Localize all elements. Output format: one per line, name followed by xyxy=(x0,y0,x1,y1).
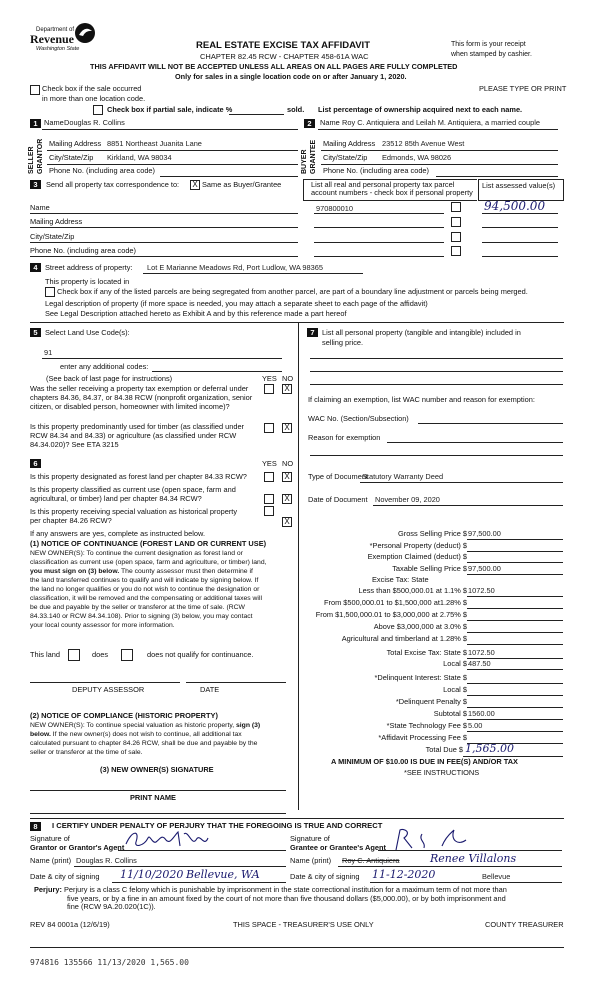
partial-sale-checkbox[interactable] xyxy=(93,105,103,115)
if-yes-note: If any answers are yes, complete as instructed below. xyxy=(30,529,205,538)
perjury-line2: five years, or by a fine in an amount fixed by the court of not more than five thousand dollars ($5,000.00), or by both imprisonment and xyxy=(67,893,506,903)
notice-1-line1: NEW OWNER(S): To continue the current designation as forest land or xyxy=(30,550,243,557)
subtotal-value: 1560.00 xyxy=(468,709,495,718)
grantee-signature[interactable] xyxy=(382,826,542,852)
notice-1-line3: you must sign on (3) below. The county assessor must then determine if xyxy=(30,568,253,575)
section-3-number: 3 xyxy=(30,180,41,189)
s5-q2-no-checkbox[interactable]: X xyxy=(282,423,292,433)
notice-1-line6: classification, it will be removed and the compensating or additional taxes will xyxy=(30,595,262,602)
reason-line-1[interactable] xyxy=(387,442,563,443)
page-title: REAL ESTATE EXCISE TAX AFFIDAVIT xyxy=(196,40,371,51)
gross-value: 97,500.00 xyxy=(468,529,501,538)
parcel-header-1: List all real and personal property tax parcel xyxy=(311,180,455,189)
minimum-note: A MINIMUM OF $10.00 IS DUE IN FEE(S) AND/OR TAX xyxy=(331,757,518,766)
buyer-mail-line xyxy=(321,150,558,151)
assessed-line-4[interactable] xyxy=(482,256,558,257)
parcel-2-personal-checkbox[interactable] xyxy=(451,217,461,227)
buyer-mail-label: Mailing Address xyxy=(323,139,376,148)
exemption-deduct-line[interactable] xyxy=(467,562,563,563)
grantor-sig-of: Signature of xyxy=(30,834,70,843)
ownership-label: List percentage of ownership acquired next to each name. xyxy=(318,105,523,114)
total-due-value: 1,565.00 xyxy=(465,742,514,755)
reason-label: Reason for exemption xyxy=(308,433,381,442)
seller-name: Douglas R. Collins xyxy=(64,118,125,127)
assessed-line-1 xyxy=(482,213,558,214)
deputy-assessor-line[interactable] xyxy=(30,682,180,683)
sale-occurred-label-2: in more than one location code. xyxy=(42,94,146,103)
certify-text: I CERTIFY UNDER PENALTY OF PERJURY THAT THE FOREGOING IS TRUE AND CORRECT xyxy=(52,821,383,830)
personal-prop-line1: List all personal property (tangible and intangible) included in xyxy=(322,328,521,337)
grantor-signature-line xyxy=(118,850,286,851)
local-label: Local $ xyxy=(443,659,467,668)
delinquent-penalty-label: *Delinquent Penalty $ xyxy=(395,697,467,706)
gross-label: Gross Selling Price $ xyxy=(397,529,467,538)
section-5-number: 5 xyxy=(30,328,41,337)
grantee-name-line xyxy=(338,866,562,867)
buyer-side-label: BUYER xyxy=(301,149,308,174)
buyer-phone-label: Phone No. (including area code) xyxy=(323,166,429,175)
column-divider xyxy=(298,322,299,810)
delinquent-penalty-line[interactable] xyxy=(467,707,563,708)
exemption-label: If claiming an exemption, list WAC number and reason for exemption: xyxy=(308,395,535,404)
personal-prop-line-c[interactable] xyxy=(310,384,563,385)
new-owner-signature-label: (3) NEW OWNER(S) SIGNATURE xyxy=(100,765,214,774)
tech-fee-line xyxy=(467,731,563,732)
land-use-line xyxy=(42,358,282,359)
seller-phone-label: Phone No. (including area code) xyxy=(49,166,155,175)
parcel-line-4[interactable] xyxy=(314,256,444,257)
personal-deduct-line[interactable] xyxy=(467,551,563,552)
seller-mail: 8851 Northeast Juanita Lane xyxy=(107,139,202,148)
section-8-number: 8 xyxy=(30,822,41,831)
s5-q2-line3: 84.34.020)? See ETA 3215 xyxy=(30,440,119,449)
local-value: 487.50 xyxy=(468,659,491,668)
perjury-notice xyxy=(34,886,560,912)
wac-label: WAC No. (Section/Subsection) xyxy=(308,414,409,423)
segregated-checkbox[interactable] xyxy=(45,287,55,297)
additional-codes-label: enter any additional codes: xyxy=(60,362,149,371)
treasurer-space: THIS SPACE - TREASURER'S USE ONLY xyxy=(233,920,374,929)
s6-q1-yes-checkbox[interactable] xyxy=(264,472,274,482)
delinquent-local-line[interactable] xyxy=(467,695,563,696)
does-not-qualify-checkbox[interactable] xyxy=(121,649,133,661)
buyer-city-line xyxy=(321,164,558,165)
parcel-4-personal-checkbox[interactable] xyxy=(451,246,461,256)
taxable-line xyxy=(467,574,563,575)
dept-line1: Department of xyxy=(36,27,75,33)
notice-1-line5: the land no longer qualifies or you do not wish to continue the designation or xyxy=(30,586,260,593)
section-2-number: 2 xyxy=(304,119,315,128)
tier1-line xyxy=(467,596,563,597)
seller-phone-line[interactable] xyxy=(160,176,298,177)
corr-phone-line[interactable] xyxy=(30,256,298,257)
assessed-value-1: 94,500.00 xyxy=(484,199,546,213)
grantor-agent-label: Grantor or Grantor's Agent xyxy=(30,843,125,852)
s6-q3-line2: per chapter 84.26 RCW? xyxy=(30,516,112,525)
seller-mail-label: Mailing Address xyxy=(49,139,102,148)
parcel-3-personal-checkbox[interactable] xyxy=(451,232,461,242)
street-address-line xyxy=(143,273,363,274)
s5-q1-line3: citizen, or disabled person, homeowner with limited income)? xyxy=(30,402,230,411)
page-subtitle: CHAPTER 82.45 RCW - CHAPTER 458-61A WAC xyxy=(200,52,369,61)
personal-prop-line-a[interactable] xyxy=(310,358,563,359)
buyer-city: Edmonds, WA 98026 xyxy=(382,153,452,162)
tier4-label: Above $3,000,000 at 3.0% $ xyxy=(373,622,467,631)
grantor-date-line xyxy=(112,882,286,883)
total-state-value: 1072.50 xyxy=(468,648,495,657)
total-due-label: Total Due $ xyxy=(425,745,463,754)
wac-line[interactable] xyxy=(418,423,563,424)
dept-line2: Revenue xyxy=(30,32,74,46)
grantee-signature-mark xyxy=(382,826,542,852)
affidavit-fee-label: *Affidavit Processing Fee $ xyxy=(378,733,467,742)
county-treasurer: COUNTY TREASURER xyxy=(485,920,564,929)
grantee-agent-label: Grantee or Grantee's Agent xyxy=(290,843,386,852)
delinquent-state-label: *Delinquent Interest: State $ xyxy=(374,673,467,682)
seller-name-label: Name xyxy=(44,118,64,127)
s5-no-header: NO xyxy=(282,374,294,383)
sale-occurred-label-1: Check box if the sale occurred xyxy=(42,84,142,93)
grantor-signature[interactable] xyxy=(122,826,282,852)
buyer-name-line xyxy=(318,129,558,130)
grantor-side-label: GRANTOR xyxy=(37,138,44,174)
buyer-name: Roy C. Antiquiera and Leilah M. Antiquiera, a married couple xyxy=(342,118,541,127)
receipt-note-1: This form is your receipt xyxy=(451,41,526,48)
grantee-signature-line xyxy=(378,850,562,851)
grantee-name-handwritten: Renee Villalons xyxy=(430,852,517,865)
additional-codes-line[interactable] xyxy=(152,371,282,372)
warning-text: THIS AFFIDAVIT WILL NOT BE ACCEPTED UNLESS ALL AREAS ON ALL PAGES ARE FULLY COMPLETED xyxy=(90,62,458,71)
section-1-number: 1 xyxy=(30,119,41,128)
corr-city-label: City/State/Zip xyxy=(30,232,75,241)
doc-type: Statutory Warranty Deed xyxy=(362,472,444,481)
s6-q2-no-checkbox[interactable]: X xyxy=(282,494,292,504)
s6-q2-line1: Is this property classified as current use (open space, farm and xyxy=(30,485,236,494)
s6-q1: Is this property designated as forest land per chapter 84.33 RCW? xyxy=(30,472,247,481)
tier5-line[interactable] xyxy=(467,644,563,645)
grantor-name-print-label: Name (print) xyxy=(30,856,72,865)
deputy-assessor-label: DEPUTY ASSESSOR xyxy=(72,685,145,694)
does-qualify-checkbox[interactable] xyxy=(68,649,80,661)
print-name-label: PRINT NAME xyxy=(130,793,176,802)
segregated-label: Check box if any of the listed parcels are being segregated from another parcel, are part of a boundary line adjustment or parcels being merged. xyxy=(57,287,528,296)
section-7-number: 7 xyxy=(307,328,318,337)
s5-q2-line2: RCW 84.34 and 84.33) or agriculture (as classified under RCW xyxy=(30,431,237,440)
s5-q2-yes-checkbox[interactable] xyxy=(264,423,274,433)
total-state-label: Total Excise Tax: State $ xyxy=(386,648,467,657)
grantor-city-handwritten: Bellevue, WA xyxy=(186,868,260,881)
street-address: Lot E Marianne Meadows Rd, Port Ludlow, WA 98365 xyxy=(147,263,323,272)
corr-mail-label: Mailing Address xyxy=(30,217,83,226)
tier2-label: From $500,000.01 to $1,500,000 at1.28% $ xyxy=(324,598,467,607)
corr-phone-label: Phone No. (including area code) xyxy=(30,246,136,255)
taxable-value: 97,500.00 xyxy=(468,564,501,573)
notice-2-title: (2) NOTICE OF COMPLIANCE (HISTORIC PROPERTY) xyxy=(30,711,218,720)
parcel-header-frame xyxy=(303,179,477,201)
notice-1-line9: your local county assessor for more information. xyxy=(30,622,175,629)
tier2-line[interactable] xyxy=(467,608,563,609)
subtotal-label: Subtotal $ xyxy=(433,709,467,718)
tier5-label: Agricultural and timberland at 1.28% $ xyxy=(341,634,467,643)
does-not-label: does not qualify for continuance. xyxy=(147,650,254,659)
s6-q1-no-checkbox[interactable]: X xyxy=(282,472,292,482)
grantee-name-struck: Roy C. Antiquiera xyxy=(342,856,400,865)
see-instructions: *SEE INSTRUCTIONS xyxy=(404,768,480,777)
grantee-side-label: GRANTEE xyxy=(310,139,317,174)
located-in-label: This property is located in xyxy=(45,277,130,286)
parcel-1-personal-checkbox[interactable] xyxy=(451,202,461,212)
notice-2-line4: seller or transferor at the time of sale. xyxy=(30,749,143,756)
s5-q2-line1: Is this property predominantly used for timber (as classified under xyxy=(30,422,245,431)
same-as-buyer-label: Same as Buyer/Grantee xyxy=(202,180,282,189)
buyer-phone-line[interactable] xyxy=(436,176,558,177)
parcel-number-1: 970800010 xyxy=(316,204,353,213)
taxable-label: Taxable Selling Price $ xyxy=(392,564,467,573)
exemption-deduct-label: Exemption Claimed (deduct) $ xyxy=(367,552,467,561)
corr-city-line[interactable] xyxy=(30,242,298,243)
seller-mail-line xyxy=(47,150,298,151)
grantor-name-line xyxy=(74,866,286,867)
only-for-text: Only for sales in a single location code on or after January 1, 2020. xyxy=(175,72,407,81)
parcel-line-1 xyxy=(314,213,444,214)
perjury-line3: fine (RCW 9A.20.020(1C)). xyxy=(67,902,156,912)
perjury-label: Perjury: xyxy=(34,885,62,894)
personal-prop-line2: selling price. xyxy=(322,338,364,347)
grantor-name-print: Douglas R. Collins xyxy=(76,856,137,865)
doc-type-line xyxy=(360,482,563,483)
doc-date-line xyxy=(373,505,563,506)
notice-2-line1: NEW OWNER(S): To continue special valuation as historic property, sign (3) xyxy=(30,722,261,729)
s5-q1-yes-checkbox[interactable] xyxy=(264,384,274,394)
section-4-number: 4 xyxy=(30,263,41,272)
assessed-header: List assessed value(s) xyxy=(482,181,556,190)
grantee-city: Bellevue xyxy=(482,872,511,881)
buyer-city-label: City/State/Zip xyxy=(323,153,368,162)
same-as-buyer-checkbox[interactable]: X xyxy=(190,180,200,190)
tier3-label: From $1,500,000.01 to $3,000,000 at 2.75% $ xyxy=(315,610,467,619)
delinquent-local-label: Local $ xyxy=(443,685,467,694)
please-type: PLEASE TYPE OR PRINT xyxy=(479,84,567,93)
new-owner-signature-line[interactable] xyxy=(30,790,286,791)
corr-name-label: Name xyxy=(30,203,50,212)
tech-fee-label: *State Technology Fee $ xyxy=(386,721,467,730)
assessed-header-box xyxy=(478,179,564,201)
print-name-line[interactable] xyxy=(30,813,286,814)
land-use-code: 91 xyxy=(44,348,53,357)
doc-type-label: Type of Document xyxy=(308,472,368,481)
personal-prop-line-b[interactable] xyxy=(310,371,563,372)
personal-deduct-label: *Personal Property (deduct) $ xyxy=(369,541,467,550)
see-back-note: (See back of last page for instructions) xyxy=(46,374,173,383)
does-label: does xyxy=(92,650,109,659)
reason-line-2[interactable] xyxy=(310,455,563,456)
this-land-label: This land xyxy=(30,650,60,659)
local-line xyxy=(467,669,563,670)
gross-line xyxy=(467,539,563,540)
perjury-line1: Perjury is a class C felony which is punishable by imprisonment in the state correctional institution for a maximum term of not more than xyxy=(64,885,507,894)
seller-city-line xyxy=(47,164,298,165)
deputy-date-line[interactable] xyxy=(186,682,286,683)
street-address-label: Street address of property: xyxy=(45,263,133,272)
receipt-note-2: when stamped by cashier. xyxy=(451,51,532,58)
partial-sale-label: Check box if partial sale, indicate % xyxy=(107,105,233,114)
dept-line3: Washington State xyxy=(36,46,80,52)
tier1-label: Less than $500,000.01 at 1.1% $ xyxy=(358,586,467,595)
s5-q1-line2: chapters 84.36, 84.37, or 84.38 RCW (nonprofit organization, senior xyxy=(30,393,253,402)
notice-1-line7: be due and payable by the seller or transferor at the time of sale. (RCW xyxy=(30,604,245,611)
seller-city-label: City/State/Zip xyxy=(49,153,94,162)
grantor-date-city-label: Date & city of signing xyxy=(30,872,100,881)
doc-date: November 09, 2020 xyxy=(375,495,440,504)
s5-yes-header: YES xyxy=(262,374,277,383)
s6-no-header: NO xyxy=(282,459,294,468)
tech-fee-value: 5.00 xyxy=(468,721,483,730)
divider-4 xyxy=(30,322,564,323)
grantee-date-city-label: Date & city of signing xyxy=(290,872,360,881)
grantor-date-handwritten: 11/10/2020 xyxy=(120,868,184,881)
assessed-line-3[interactable] xyxy=(482,242,558,243)
dor-logo xyxy=(30,22,100,50)
multi-location-checkbox[interactable] xyxy=(30,85,40,95)
s5-q1-no-checkbox[interactable]: X xyxy=(282,384,292,394)
corr-name-line[interactable] xyxy=(30,213,298,214)
legal-desc-text: See Legal Description attached hereto as Exhibit A and by this reference made a part hereof xyxy=(45,309,347,318)
s6-yes-header: YES xyxy=(262,459,277,468)
tier3-line[interactable] xyxy=(467,620,563,621)
notice-1-line8: 84.33.140 or RCW 84.34.108). Prior to signing (3) below, you may contact xyxy=(30,613,253,620)
parcel-line-2[interactable] xyxy=(314,227,444,228)
s5-q1-line1: Was the seller receiving a property tax exemption or deferral under xyxy=(30,384,249,393)
s6-q2-yes-checkbox[interactable] xyxy=(264,494,274,504)
dor-logo-icon xyxy=(72,22,98,44)
treasurer-stamp: 974816 135566 11/13/2020 1,565.00 xyxy=(30,958,189,967)
grantee-name-print-label: Name (print) xyxy=(290,856,332,865)
grantee-sig-of: Signature of xyxy=(290,834,330,843)
sold-label: sold. xyxy=(287,105,305,114)
notice-1-line2: classification as current use (open space, farm and agriculture, or timber) land, xyxy=(30,559,267,566)
notice-2-line2: below. If the new owner(s) does not wish to continue, all additional tax xyxy=(30,731,242,738)
land-use-label: Select Land Use Code(s): xyxy=(45,328,130,337)
parcel-header-2: account numbers - check box if personal property xyxy=(311,188,473,197)
buyer-mail: 23512 85th Avenue West xyxy=(382,139,465,148)
notice-1-title: (1) NOTICE OF CONTINUANCE (FOREST LAND OR CURRENT USE) xyxy=(30,539,267,548)
grantee-date-handwritten: 11-12-2020 xyxy=(372,868,436,881)
s6-q2-line2: agricultural, or timber) land per chapter 84.34 RCW? xyxy=(30,494,202,503)
excise-state-label: Excise Tax: State xyxy=(372,575,429,584)
send-correspondence-label: Send all property tax correspondence to: xyxy=(46,180,180,189)
grantee-date-line xyxy=(370,882,562,883)
s6-q3-yes-checkbox[interactable] xyxy=(264,506,274,516)
seller-name-line xyxy=(42,129,298,130)
assessed-line-2[interactable] xyxy=(482,227,558,228)
notice-2-line3: calculated pursuant to chapter 84.26 RCW, shall be due and payable by the xyxy=(30,740,258,747)
seller-side-label: SELLER xyxy=(28,146,35,174)
partial-pct-line[interactable] xyxy=(229,114,284,115)
deputy-date-label: DATE xyxy=(200,685,220,694)
legal-desc-label: Legal description of property (if more space is needed, you may attach a separate sheet to each page of the affidavit) xyxy=(45,299,428,308)
parcel-line-3[interactable] xyxy=(314,242,444,243)
s6-q3-line1: Is this property receiving special valuation as historical property xyxy=(30,507,238,516)
grantor-signature-mark xyxy=(122,826,282,852)
buyer-name-label: Name xyxy=(320,118,340,127)
form-revision: REV 84 0001a (12/6/19) xyxy=(30,920,110,929)
doc-date-label: Date of Document xyxy=(308,495,368,504)
tier1-value: 1072.50 xyxy=(468,586,495,595)
tier4-line[interactable] xyxy=(467,632,563,633)
notice-1-line4: the land transferred continues to qualify and will indicate by signing below. If xyxy=(30,577,259,584)
s6-q3-no-checkbox[interactable]: X xyxy=(282,517,292,527)
seller-city: Kirkland, WA 98034 xyxy=(107,153,172,162)
subtotal-line xyxy=(467,719,563,720)
corr-mail-line[interactable] xyxy=(30,227,298,228)
delinquent-state-line[interactable] xyxy=(467,683,563,684)
section-6-number: 6 xyxy=(30,459,41,468)
